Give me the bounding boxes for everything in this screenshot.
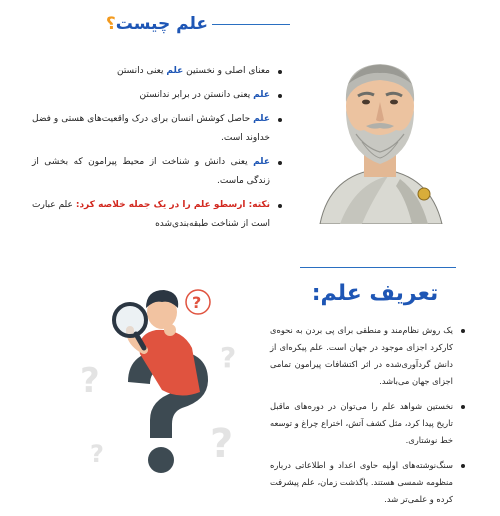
svg-text:?: ? bbox=[210, 421, 234, 467]
section1-list bbox=[32, 62, 282, 239]
keyword-highlight: علم bbox=[253, 157, 270, 167]
section2-list-item: یک روش نظام‌مند و منطقی برای پی بردن به نحوه‌ی کارکرد اجزای موجود در جهان است. علم پیکره‌ای از دانش گردآوری‌شده در اثر اکتشافات پیرامون تمامی اجزای جهان می‌باشد. bbox=[270, 322, 465, 390]
section2-list-item: سنگ‌نوشته‌های اولیه حاوی اعداد و اطلاعاتی درباره منظومه شمسی هستند. باگذشت زمان، علم پیشرفت کرده و علمی‌تر شد. bbox=[270, 457, 465, 508]
section1-list-item bbox=[32, 86, 282, 105]
svg-text:?: ? bbox=[192, 293, 202, 312]
keyword-highlight: علم bbox=[166, 66, 184, 76]
item-text: یعنی دانستن bbox=[116, 66, 167, 76]
section1-title-underline bbox=[212, 24, 290, 25]
section1-list-item bbox=[32, 196, 282, 234]
section1-title-text: علم چیست bbox=[115, 14, 208, 34]
item-text: یعنی دانستن در برابر ندانستن bbox=[139, 90, 254, 100]
note-highlight: نکته: ارسطو علم را در یک جمله خلاصه کرد: bbox=[75, 200, 270, 210]
keyword-highlight: علم bbox=[253, 114, 270, 124]
section1-list-item bbox=[32, 110, 282, 148]
section2-list bbox=[270, 322, 465, 516]
keyword-highlight: علم bbox=[253, 90, 270, 100]
item-text: یعنی دانش و شناخت از محیط پیرامون که بخشی از زندگی ماست. bbox=[32, 157, 270, 186]
thinking-man-question-icon bbox=[70, 272, 260, 482]
section2-list-item: نخستین شواهد علم را می‌توان در دوره‌های ماقبل تاریخ پیدا کرد، مثل کشف آتش، اختراع چراغ و توسعه خط نوشتاری. bbox=[270, 398, 465, 449]
item-text: معنای اصلی و نخستین bbox=[183, 66, 270, 76]
svg-text:?: ? bbox=[90, 440, 104, 468]
section1-title bbox=[105, 14, 208, 34]
item-text: علم عبارت است از شناخت طبقه‌بندی‌شده bbox=[32, 200, 270, 229]
section1-title-mark: ؟ bbox=[105, 14, 116, 34]
section1-header bbox=[0, 12, 500, 38]
aristotle-portrait-icon bbox=[300, 44, 460, 224]
item-text: حاصل کوشش انسان برای درک واقعیت‌های هستی و فضل خداوند است. bbox=[32, 114, 270, 143]
section1-list-item bbox=[32, 62, 282, 81]
svg-text:?: ? bbox=[220, 341, 237, 374]
svg-text:?: ? bbox=[80, 361, 100, 401]
section2-title: تعریف علم: bbox=[311, 281, 439, 306]
section1-list-item bbox=[32, 153, 282, 191]
section2-divider bbox=[300, 267, 456, 268]
